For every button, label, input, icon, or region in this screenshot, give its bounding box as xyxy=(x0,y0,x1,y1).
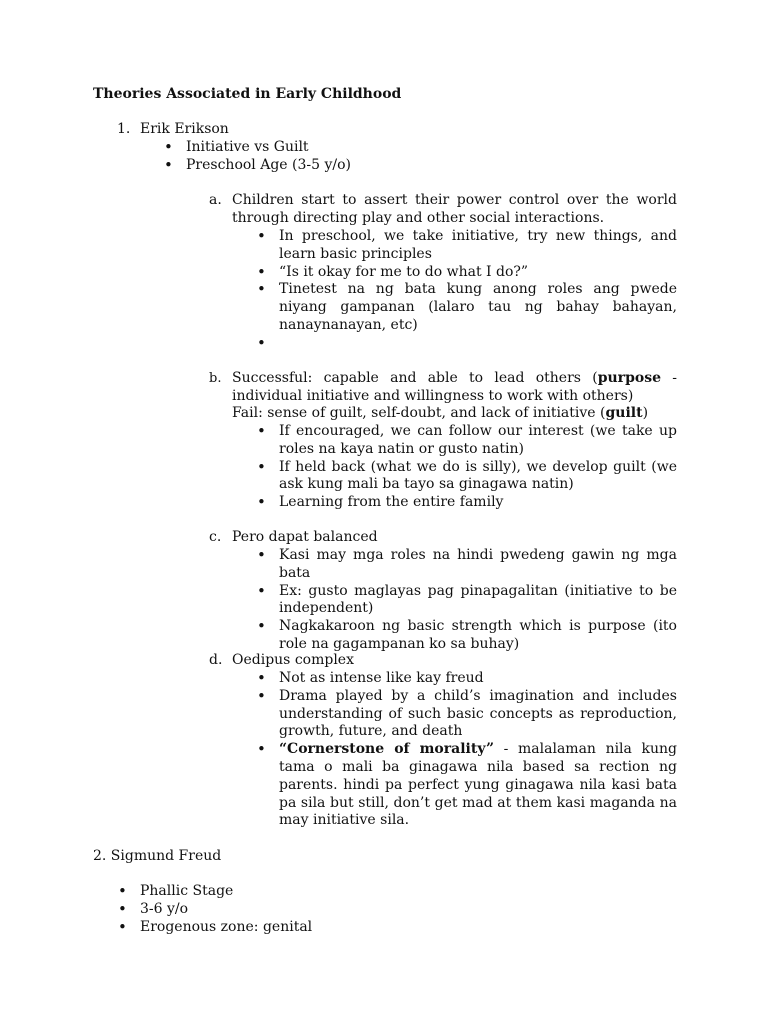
item-c-bullets xyxy=(279,547,677,654)
list-item: • In preschool, we take initiative, try new things, and learn basic principles xyxy=(279,228,677,264)
item-b-success xyxy=(232,370,677,406)
item-b-fail xyxy=(232,405,648,423)
list-item: • Erogenous zone: genital xyxy=(140,919,640,937)
list-item: • Drama played by a child’s imagination and includes understanding of such basic concepts as reproduction, growth, future, and death xyxy=(279,688,677,741)
item-b-success-pre: Successful: capable and able to lead others ( xyxy=(232,370,598,386)
list-item: • Learning from the entire family xyxy=(279,494,677,512)
list-item xyxy=(279,335,677,353)
item-b-success-bold: purpose xyxy=(597,370,661,386)
document-title: Theories Associated in Early Childhood xyxy=(93,86,402,102)
item-a-marker: a. xyxy=(209,192,222,208)
list-item: • Nagkakaroon ng basic strength which is purpose (ito role na gagampanan ko sa buhay) xyxy=(279,618,677,654)
item-d-marker: d. xyxy=(209,652,223,668)
list-item: • If encouraged, we can follow our interest (we take up roles na kaya natin or gusto natin) xyxy=(279,423,677,459)
list-item: • Not as intense like kay freud xyxy=(279,670,677,688)
item-d-text: Oedipus complex xyxy=(232,652,354,668)
item-b-fail-pre: Fail: sense of guilt, self-doubt, and lack of initiative ( xyxy=(232,405,606,421)
cornerstone-label: “Cornerstone of morality” xyxy=(279,741,495,758)
list-item xyxy=(279,741,677,830)
list-item: • Phallic Stage xyxy=(140,883,640,901)
item-c-text: Pero dapat balanced xyxy=(232,529,378,545)
item-d-bullets xyxy=(279,670,677,830)
list-item: • 3-6 y/o xyxy=(140,901,640,919)
section1-heading: Erik Erikson xyxy=(140,121,229,137)
list-item: • “Is it okay for me to do what I do?” xyxy=(279,264,677,282)
section1-bullets xyxy=(186,139,666,175)
list-item: • Preschool Age (3-5 y/o) xyxy=(186,157,666,175)
item-c-marker: c. xyxy=(209,529,222,545)
list-item: • Kasi may mga roles na hindi pwedeng gawin ng mga bata xyxy=(279,547,677,583)
item-a-bullets xyxy=(279,228,677,353)
list-item: • Ex: gusto maglayas pag pinapagalitan (initiative to be independent) xyxy=(279,583,677,619)
section2-heading: 2. Sigmund Freud xyxy=(93,848,222,864)
item-b-fail-post: ) xyxy=(642,405,649,421)
item-b-marker: b. xyxy=(209,371,222,386)
item-b-success-post: - individual initiative and willingness to work with others) xyxy=(232,370,677,404)
item-b-bullets xyxy=(279,423,677,512)
list-item: • Initiative vs Guilt xyxy=(186,139,666,157)
cornerstone-text: - malalaman nila kung tama o mali ba ginagawa nila based sa rection ng parents. hindi pa perfect yung ginagawa nila kasi bata pa sila but still, don’t get mad at them kasi maganda na may initiative sila. xyxy=(279,741,677,829)
section2-bullets xyxy=(140,883,640,936)
list-item: • If held back (what we do is silly), we develop guilt (we ask kung mali ba tayo sa ginagawa natin) xyxy=(279,459,677,495)
section1-number: 1. xyxy=(117,121,131,137)
item-a-text: Children start to assert their power control over the world through directing play and other social interactions. xyxy=(232,192,677,226)
item-b-fail-bold: guilt xyxy=(605,405,643,421)
list-item: • Tinetest na ng bata kung anong roles ang pwede niyang gampanan (lalaro tau ng bahay bahayan, nanaynanayan, etc) xyxy=(279,281,677,334)
